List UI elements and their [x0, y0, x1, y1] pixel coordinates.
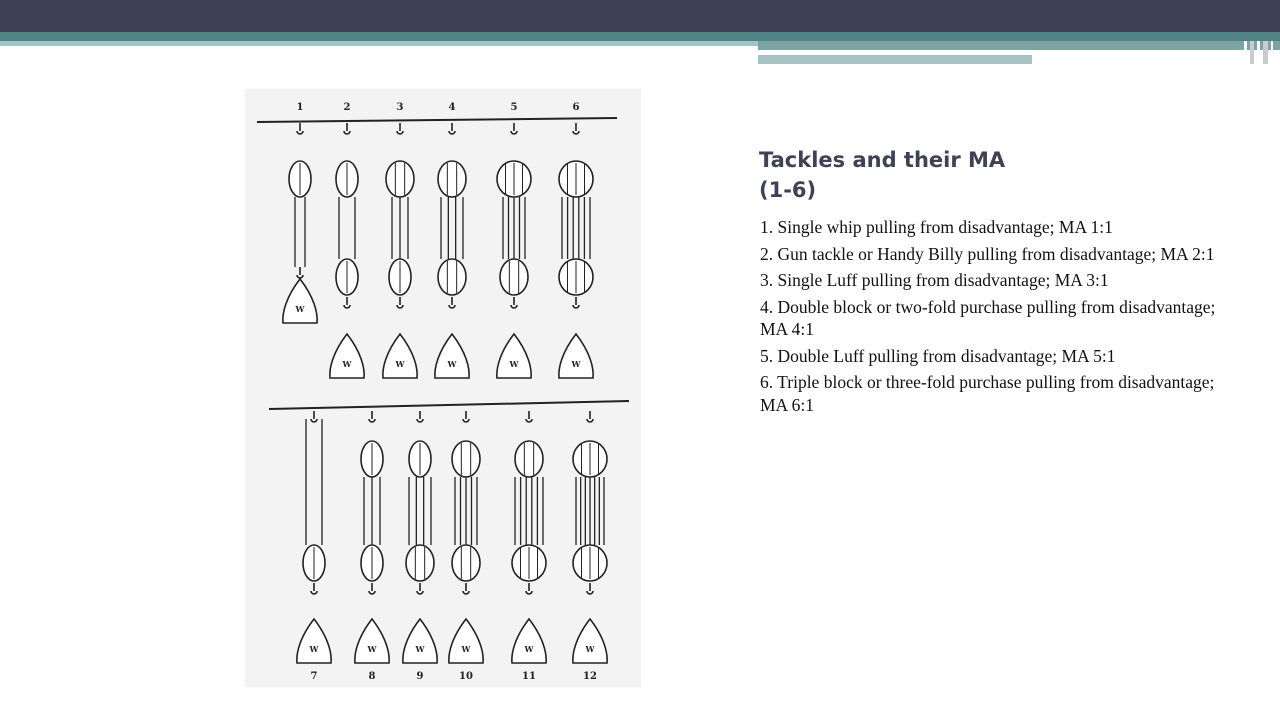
pulley-block — [438, 161, 466, 197]
hook-icon — [417, 583, 423, 594]
weight-icon — [559, 334, 593, 378]
header-dark-band — [0, 0, 1280, 32]
pulley-block — [406, 545, 434, 581]
top-beam — [257, 118, 617, 122]
header-teal-band — [0, 32, 1280, 41]
weight-icon — [573, 619, 607, 663]
hook-icon — [297, 123, 303, 134]
list-item: 4. Double block or two-fold purchase pulling from disadvantage; MA 4:1 — [760, 296, 1216, 339]
weight-icon — [283, 279, 317, 323]
hook-icon — [463, 583, 469, 594]
pulley-block — [386, 161, 414, 197]
bottom-figure-label: 8 — [368, 671, 376, 682]
weight-icon — [297, 619, 331, 663]
hook-icon — [573, 123, 579, 134]
weight-icon — [403, 619, 437, 663]
pulley-block — [452, 545, 480, 581]
top-figure-label: 3 — [396, 102, 404, 113]
weight-label: W — [367, 644, 377, 654]
weight-label: W — [524, 644, 534, 654]
hook-icon — [311, 411, 317, 422]
header-light-band — [0, 41, 758, 46]
tackles-illustration — [245, 89, 641, 687]
weight-icon — [449, 619, 483, 663]
hook-icon — [573, 297, 579, 308]
bottom-figure-label: 11 — [522, 671, 536, 682]
weight-icon — [330, 334, 364, 378]
list-item: 6. Triple block or three-fold purchase pulling from disadvantage; MA 6:1 — [760, 372, 1215, 415]
top-figure-label: 1 — [296, 102, 304, 113]
slide-title-line-1: Tackles and their MA — [759, 148, 1006, 172]
list-item: 2. Gun tackle or Handy Billy pulling from disadvantage; MA 2:1 — [760, 243, 1215, 264]
hook-icon — [511, 123, 517, 134]
pulley-block — [452, 441, 480, 477]
bottom-figure-label: 12 — [583, 671, 597, 682]
pulley-block — [438, 259, 466, 295]
bottom-beam — [269, 401, 629, 409]
hook-icon — [449, 297, 455, 308]
weight-label: W — [309, 644, 319, 654]
hook-icon — [463, 411, 469, 422]
hook-icon — [297, 267, 303, 278]
weight-label: W — [461, 644, 471, 654]
weight-icon — [497, 334, 531, 378]
weight-label: W — [395, 359, 405, 369]
weight-label: W — [295, 304, 305, 314]
top-figure-label: 2 — [343, 102, 351, 113]
hook-icon — [526, 583, 532, 594]
list-item: 5. Double Luff pulling from disadvantage; MA 5:1 — [760, 345, 1116, 366]
weight-label: W — [585, 644, 595, 654]
hook-icon — [511, 297, 517, 308]
hook-icon — [344, 297, 350, 308]
weight-label: W — [571, 359, 581, 369]
pulley-block — [515, 441, 543, 477]
top-figure-label: 4 — [448, 102, 456, 113]
weight-label: W — [415, 644, 425, 654]
hook-icon — [311, 583, 317, 594]
hook-icon — [397, 123, 403, 134]
list-item: 1. Single whip pulling from disadvantage; MA 1:1 — [760, 217, 1113, 237]
hook-icon — [587, 583, 593, 594]
hook-icon — [344, 123, 350, 134]
weight-icon — [512, 619, 546, 663]
hook-icon — [417, 411, 423, 422]
bottom-figure-label: 10 — [459, 671, 473, 682]
weight-label: W — [342, 359, 352, 369]
weight-label: W — [509, 359, 519, 369]
slide-title-line-2: (1-6) — [759, 178, 817, 202]
tackles-drawing — [245, 89, 641, 687]
top-figure-label: 5 — [510, 102, 518, 113]
pulley-block — [500, 259, 528, 295]
slide-title — [759, 145, 1239, 205]
hook-icon — [587, 411, 593, 422]
top-figure-label: 6 — [572, 102, 580, 113]
hook-icon — [369, 583, 375, 594]
weight-icon — [435, 334, 469, 378]
hook-icon — [449, 123, 455, 134]
weight-label: W — [447, 359, 457, 369]
bottom-figure-label: 9 — [416, 671, 424, 682]
weight-icon — [355, 619, 389, 663]
list-item: 3. Single Luff pulling from disadvantage; MA 3:1 — [760, 270, 1109, 290]
hook-icon — [369, 411, 375, 422]
header-corner-decoration — [758, 41, 1280, 65]
hook-icon — [397, 297, 403, 308]
weight-icon — [383, 334, 417, 378]
tackle-list — [760, 216, 1230, 420]
hook-icon — [526, 411, 532, 422]
bottom-figure-label: 7 — [310, 671, 318, 682]
